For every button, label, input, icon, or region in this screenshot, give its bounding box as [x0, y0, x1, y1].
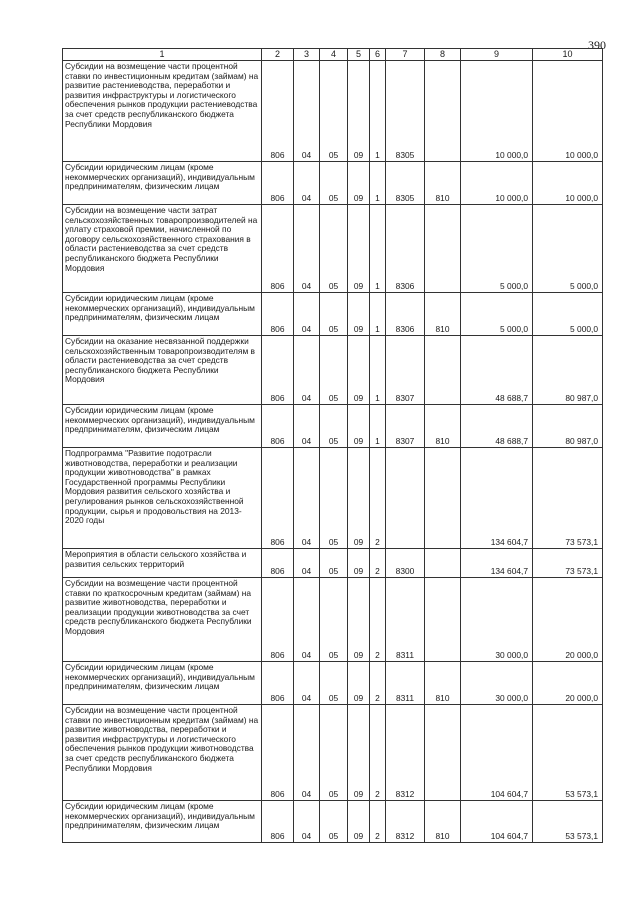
subprogram-code-cell: 2 [370, 705, 386, 801]
subprogram-code-cell: 1 [370, 405, 386, 448]
table-row [63, 705, 603, 801]
subsection-cell: 05 [320, 549, 348, 578]
budget-table [62, 48, 603, 843]
expense-type-cell [425, 336, 461, 405]
program-code-cell: 09 [348, 705, 370, 801]
subsection-cell: 05 [320, 293, 348, 336]
program-code-cell: 09 [348, 578, 370, 662]
admin-code-cell: 806 [262, 405, 294, 448]
item-code-cell: 8305 [386, 162, 425, 205]
row-description: Подпрограмма "Развитие подотрасли животноводства, переработки и реализации продукции животноводства" в рамках Государственной программы Республики Мордовия развития сельского хозяйства и регулирования рынков сельскохозяйственной продукции, сырья и продовольствия на 2013-2020 годы [63, 448, 262, 549]
program-code-cell: 09 [348, 448, 370, 549]
section-cell: 04 [294, 549, 320, 578]
expense-type-cell [425, 448, 461, 549]
row-description: Мероприятия в области сельского хозяйства и развития сельских территорий [63, 549, 262, 578]
subsection-cell: 05 [320, 162, 348, 205]
subprogram-code-cell: 2 [370, 578, 386, 662]
subsection-cell: 05 [320, 448, 348, 549]
table-row [63, 336, 603, 405]
section-cell: 04 [294, 293, 320, 336]
item-code-cell: 8306 [386, 293, 425, 336]
amount-col10-cell: 73 573,1 [533, 549, 603, 578]
admin-code-cell: 806 [262, 662, 294, 705]
subsection-cell: 05 [320, 801, 348, 843]
header-cell: 4 [320, 49, 348, 61]
header-cell: 2 [262, 49, 294, 61]
expense-type-cell [425, 549, 461, 578]
table-row [63, 448, 603, 549]
amount-col10-cell: 20 000,0 [533, 578, 603, 662]
item-code-cell: 8311 [386, 578, 425, 662]
section-cell: 04 [294, 405, 320, 448]
header-cell: 3 [294, 49, 320, 61]
program-code-cell: 09 [348, 405, 370, 448]
amount-col9-cell: 10 000,0 [461, 61, 533, 162]
expense-type-cell [425, 705, 461, 801]
subprogram-code-cell: 1 [370, 205, 386, 293]
item-code-cell: 8307 [386, 336, 425, 405]
row-description: Субсидии юридическим лицам (кроме некоммерческих организаций), индивидуальным предпринимателям, физическим лицам [63, 662, 262, 705]
admin-code-cell: 806 [262, 61, 294, 162]
amount-col10-cell: 80 987,0 [533, 405, 603, 448]
expense-type-cell: 810 [425, 293, 461, 336]
row-description: Субсидии на возмещение части процентной ставки по инвестиционным кредитам (займам) на развитие животноводства, переработки и развития инфраструктуры и логистического обеспечения рынков продукции животноводства за счет средств республиканского бюджета Республики Мордовия [63, 705, 262, 801]
admin-code-cell: 806 [262, 162, 294, 205]
amount-col9-cell: 104 604,7 [461, 801, 533, 843]
amount-col9-cell: 5 000,0 [461, 293, 533, 336]
admin-code-cell: 806 [262, 205, 294, 293]
page-number: 390 [588, 38, 606, 52]
table-row [63, 61, 603, 162]
expense-type-cell: 810 [425, 405, 461, 448]
section-cell: 04 [294, 61, 320, 162]
expense-type-cell [425, 61, 461, 162]
header-cell: 7 [386, 49, 425, 61]
expense-type-cell: 810 [425, 162, 461, 205]
section-cell: 04 [294, 662, 320, 705]
amount-col9-cell: 48 688,7 [461, 336, 533, 405]
expense-type-cell [425, 205, 461, 293]
header-cell: 10 [533, 49, 603, 61]
subprogram-code-cell: 1 [370, 162, 386, 205]
section-cell: 04 [294, 448, 320, 549]
row-description: Субсидии на возмещение части процентной ставки по инвестиционным кредитам (займам) на развитие растениеводства, переработки и развития инфраструктуры и логистического обеспечения рынков продукции растениеводства за счет средств республиканского бюджета Республики Мордовия [63, 61, 262, 162]
row-description: Субсидии юридическим лицам (кроме некоммерческих организаций), индивидуальным предпринимателям, физическим лицам [63, 162, 262, 205]
header-cell: 8 [425, 49, 461, 61]
row-description: Субсидии юридическим лицам (кроме некоммерческих организаций), индивидуальным предпринимателям, физическим лицам [63, 405, 262, 448]
row-description: Субсидии на оказание несвязанной поддержки сельскохозяйственным товаропроизводителям в области растениеводства за счет средств республиканского бюджета Республики Мордовия [63, 336, 262, 405]
table-row [63, 293, 603, 336]
subsection-cell: 05 [320, 578, 348, 662]
section-cell: 04 [294, 801, 320, 843]
item-code-cell: 8306 [386, 205, 425, 293]
amount-col9-cell: 48 688,7 [461, 405, 533, 448]
admin-code-cell: 806 [262, 549, 294, 578]
subsection-cell: 05 [320, 405, 348, 448]
subprogram-code-cell: 2 [370, 448, 386, 549]
table-row [63, 405, 603, 448]
header-cell: 9 [461, 49, 533, 61]
table-row [63, 578, 603, 662]
subsection-cell: 05 [320, 336, 348, 405]
subprogram-code-cell: 1 [370, 61, 386, 162]
admin-code-cell: 806 [262, 801, 294, 843]
item-code-cell: 8311 [386, 662, 425, 705]
table-row [63, 549, 603, 578]
header-cell: 6 [370, 49, 386, 61]
program-code-cell: 09 [348, 336, 370, 405]
table-row [63, 162, 603, 205]
admin-code-cell: 806 [262, 336, 294, 405]
admin-code-cell: 806 [262, 705, 294, 801]
subsection-cell: 05 [320, 662, 348, 705]
item-code-cell [386, 448, 425, 549]
amount-col10-cell: 20 000,0 [533, 662, 603, 705]
row-description: Субсидии юридическим лицам (кроме некоммерческих организаций), индивидуальным предпринимателям, физическим лицам [63, 801, 262, 843]
item-code-cell: 8300 [386, 549, 425, 578]
subprogram-code-cell: 2 [370, 549, 386, 578]
subsection-cell: 05 [320, 205, 348, 293]
amount-col9-cell: 134 604,7 [461, 448, 533, 549]
subsection-cell: 05 [320, 705, 348, 801]
amount-col10-cell: 5 000,0 [533, 293, 603, 336]
expense-type-cell [425, 578, 461, 662]
amount-col9-cell: 30 000,0 [461, 578, 533, 662]
amount-col9-cell: 30 000,0 [461, 662, 533, 705]
table-row [63, 662, 603, 705]
amount-col10-cell: 53 573,1 [533, 801, 603, 843]
amount-col9-cell: 5 000,0 [461, 205, 533, 293]
admin-code-cell: 806 [262, 293, 294, 336]
section-cell: 04 [294, 578, 320, 662]
program-code-cell: 09 [348, 549, 370, 578]
amount-col10-cell: 10 000,0 [533, 162, 603, 205]
program-code-cell: 09 [348, 662, 370, 705]
item-code-cell: 8312 [386, 801, 425, 843]
section-cell: 04 [294, 162, 320, 205]
subprogram-code-cell: 2 [370, 801, 386, 843]
amount-col10-cell: 53 573,1 [533, 705, 603, 801]
table-row [63, 205, 603, 293]
item-code-cell: 8307 [386, 405, 425, 448]
row-description: Субсидии на возмещение части затрат сельскохозяйственных товаропроизводителей на уплату страховой премии, начисленной по договору сельскохозяйственного страхования в области растениеводства за счет средств республиканского бюджета Республики Мордовия [63, 205, 262, 293]
amount-col10-cell: 80 987,0 [533, 336, 603, 405]
amount-col9-cell: 104 604,7 [461, 705, 533, 801]
section-cell: 04 [294, 205, 320, 293]
row-description: Субсидии юридическим лицам (кроме некоммерческих организаций), индивидуальным предпринимателям, физическим лицам [63, 293, 262, 336]
program-code-cell: 09 [348, 293, 370, 336]
subprogram-code-cell: 1 [370, 293, 386, 336]
subprogram-code-cell: 1 [370, 336, 386, 405]
item-code-cell: 8312 [386, 705, 425, 801]
program-code-cell: 09 [348, 61, 370, 162]
subprogram-code-cell: 2 [370, 662, 386, 705]
expense-type-cell: 810 [425, 801, 461, 843]
program-code-cell: 09 [348, 801, 370, 843]
header-cell: 5 [348, 49, 370, 61]
header-cell: 1 [63, 49, 262, 61]
header-row [63, 49, 603, 61]
program-code-cell: 09 [348, 205, 370, 293]
admin-code-cell: 806 [262, 448, 294, 549]
amount-col10-cell: 73 573,1 [533, 448, 603, 549]
section-cell: 04 [294, 336, 320, 405]
expense-type-cell: 810 [425, 662, 461, 705]
section-cell: 04 [294, 705, 320, 801]
amount-col9-cell: 134 604,7 [461, 549, 533, 578]
item-code-cell: 8305 [386, 61, 425, 162]
table-row [63, 801, 603, 843]
admin-code-cell: 806 [262, 578, 294, 662]
subsection-cell: 05 [320, 61, 348, 162]
program-code-cell: 09 [348, 162, 370, 205]
amount-col10-cell: 5 000,0 [533, 205, 603, 293]
row-description: Субсидии на возмещение части процентной ставки по краткосрочным кредитам (займам) на развитие животноводства, переработки и реализации продукции животноводства за счет средств республиканского бюджета Республики Мордовия [63, 578, 262, 662]
amount-col10-cell: 10 000,0 [533, 61, 603, 162]
amount-col9-cell: 10 000,0 [461, 162, 533, 205]
